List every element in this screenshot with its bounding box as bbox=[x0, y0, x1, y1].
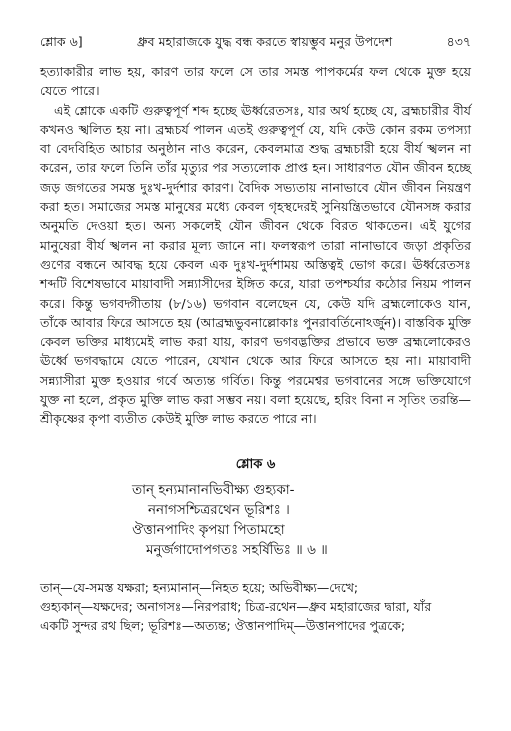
verse-text bbox=[132, 480, 471, 560]
verse-line-3: ঔত্তানপাদিং কৃপয়া পিতামহো bbox=[132, 521, 285, 538]
synonyms-line-2: গুহ্যকান্—যক্ষদের; অনাগসঃ—নিরপরাধ; চিত্র-রথেন—ধ্রুব মহারাজের দ্বারা, যাঁর bbox=[40, 598, 432, 614]
header-chapter-title: ধ্রুব মহারাজকে যুদ্ধ বন্ধ করতে স্বায়ম্ভুব মনুর উপদেশ bbox=[137, 34, 393, 49]
synonyms bbox=[40, 578, 471, 635]
purport-paragraph-1: হত্যাকারীর লাভ হয়, কারণ তার ফলে সে তার সমস্ত পাপকর্মের ফল থেকে মুক্ত হয়ে যেতে পারে। bbox=[40, 64, 471, 99]
purport-text bbox=[40, 62, 471, 429]
page-header bbox=[40, 34, 471, 54]
page-number: ৪৩৭ bbox=[446, 34, 471, 49]
verse-line-1: তান্ হন্যমানানভিবীক্ষ্য গুহ্যকা- bbox=[132, 481, 295, 498]
synonyms-line-3: একটি সুন্দর রথ ছিল; ভূরিশঃ—অত্যন্ত; ঔত্তানপাদিম্—উত্তানপাদের পুত্রকে; bbox=[40, 617, 406, 633]
purport-paragraph-2: এই শ্লোকে একটি গুরুত্বপূর্ণ শব্দ হচ্ছে ঊর্ধ্বরেতসঃ, যার অর্থ হচ্ছে যে, ব্রহ্মচারীর বীর্য কখনও স্খলিত হয় না। ব্রহ্মচর্য পালন এতই গুরুত্বপূর্ণ যে, যদি কেউ কোন রকম তপস্যা বা বেদবিহিত আচার অনুষ্ঠান নাও করেন, কেবলমাত্র শুদ্ধ ব্রহ্মচারী হয়ে বীর্য স্খলন না করেন, তার ফলে তিনি তাঁর মৃত্যুর পর সত্যলোক প্রাপ্ত হন। সাধারণত যৌন জীবন হচ্ছে জড় জগতের সমস্ত দুঃখ-দুর্দশার কারণ। বৈদিক সভ্যতায় নানাভাবে যৌন জীবন নিয়ন্ত্রণ করা হত। সমাজের সমস্ত মানুষের মধ্যে কেবল গৃহস্থদেরই সুনিয়ন্ত্রিতভাবে যৌনসঙ্গ করার অনুমতি দেওয়া হত। অন্য সকলেই যৌন জীবন থেকে বিরত থাকতেন। এই যুগের মানুষেরা বীর্য স্খলন না করার মূল্য জানে না। ফলস্বরূপ তারা নানাভাবে জড়া প্রকৃতির গুণের বন্ধনে আবদ্ধ হয়ে কেবল এক দুঃখ-দুর্দশাময় অস্তিত্বই ভোগ করে। ঊর্ধ্বরেতসঃ শব্দটি বিশেষভাবে মায়াবাদী সন্ন্যাসীদের ইঙ্গিত করে, যারা তপশ্চর্যার কঠোর নিয়ম পালন করে। কিন্তু ভগবদ্গীতায় (৮/১৬) ভগবান বলেছেন যে, কেউ যদি ব্রহ্মলোকেও যান, তাঁকে আবার ফিরে আসতে হয় (আব্রহ্মভুবনাল্লোকাঃ পুনরাবর্তিনোঽর্জুন)। বাস্তবিক মুক্তি কেবল ভক্তির মাধ্যমেই লাভ করা যায়, কারণ ভগবদ্ভক্তির প্রভাবে ভক্ত ব্রহ্মলোকেরও ঊর্ধ্বে ভগবদ্ধামে যেতে পারেন, যেখান থেকে আর ফিরে আসতে হয় না। মায়াবাদী সন্ন্যাসীরা মুক্ত হওয়ার গর্বে অত্যন্ত গর্বিত। কিন্তু পরমেশ্বর ভগবানের সঙ্গে ভক্তিযোগে যুক্ত না হলে, প্রকৃত মুক্তি লাভ করা সম্ভব নয়। বলা হয়েছে, হরিং বিনা ন সৃতিং তরন্তি—শ্রীকৃষ্ণের কৃপা ব্যতীত কেউই মুক্তি লাভ করতে পারে না। bbox=[40, 102, 471, 427]
verse-line-2: ননাগসশ্চিত্ররথেন ভূরিশঃ । bbox=[148, 501, 290, 518]
verse-line-4: মনুর্জগাদোপগতঃ সহর্ষিভিঃ ॥ ৬ ॥ bbox=[146, 541, 328, 558]
synonyms-line-1: তান্—যে-সমস্ত যক্ষরা; হন্যমানান্—নিহত হয়ে; অভিবীক্ষ্য—দেখে; bbox=[40, 579, 359, 595]
verse-heading: শ্লোক ৬ bbox=[235, 456, 276, 472]
header-verse-ref: শ্লোক ৬] bbox=[40, 34, 83, 49]
